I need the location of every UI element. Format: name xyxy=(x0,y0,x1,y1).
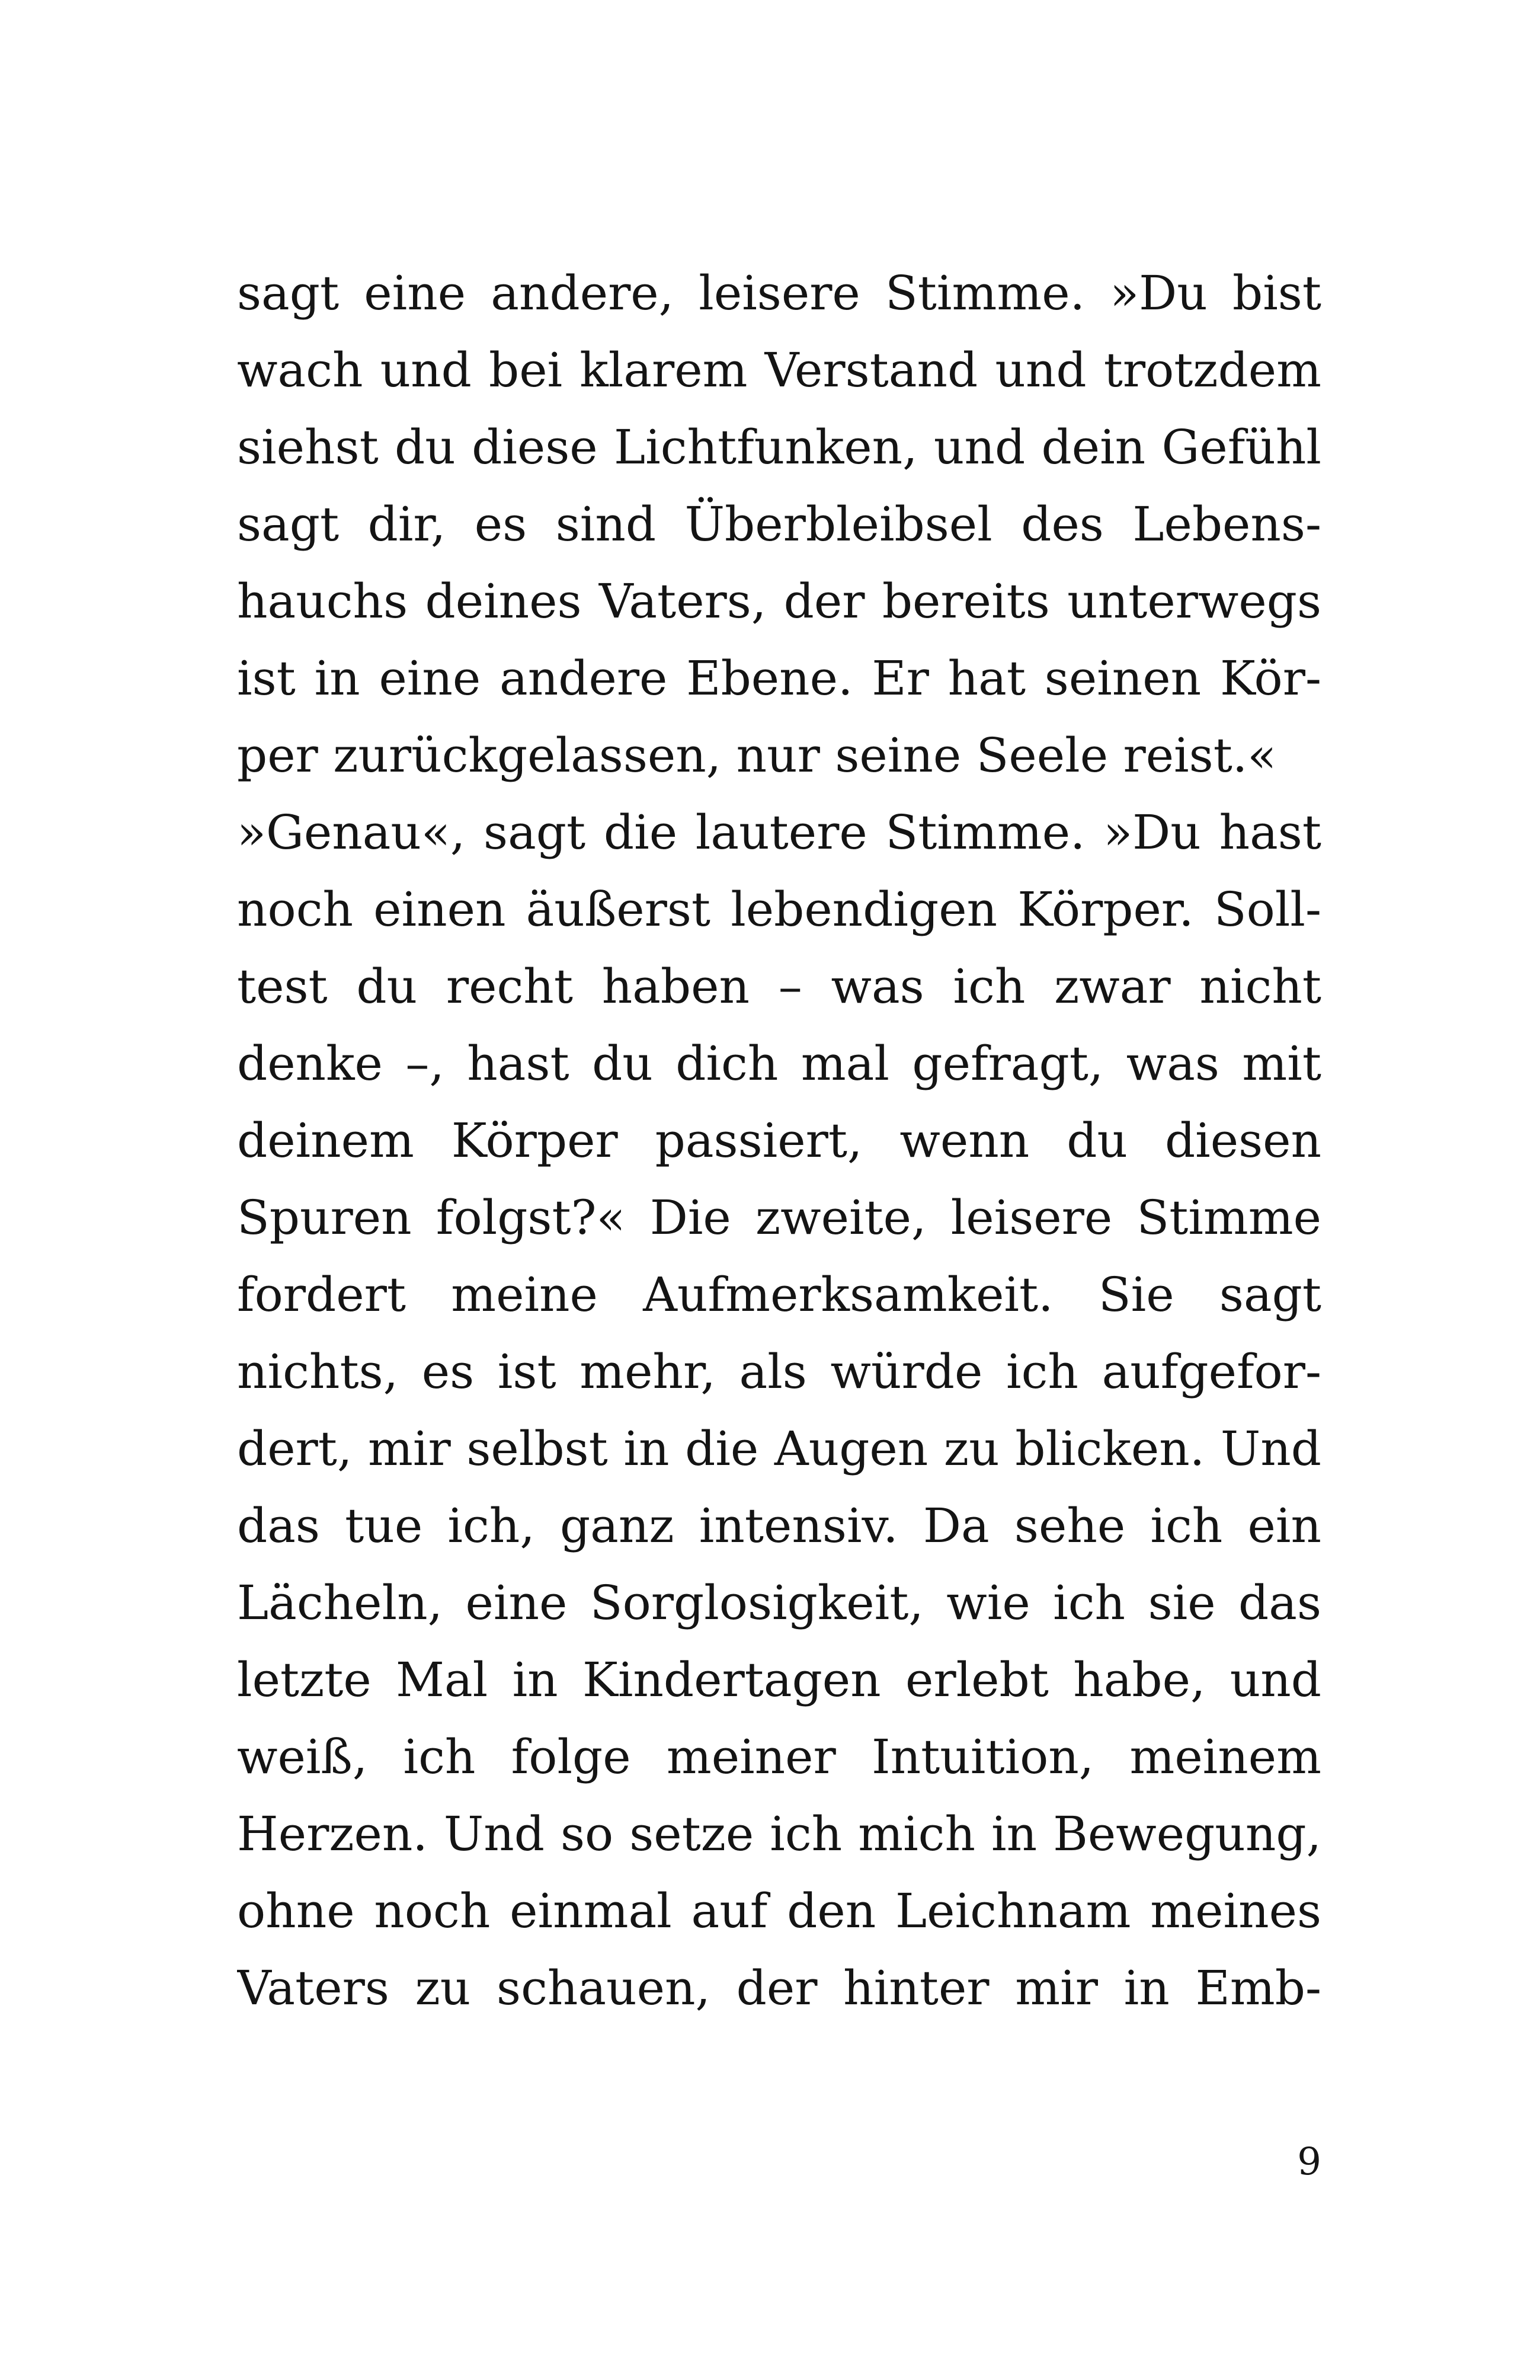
text-line: Lächeln, eine Sorglosigkeit, wie ich sie das xyxy=(237,1575,1321,1630)
text-line: deinem Körper passiert, wenn du diesen xyxy=(237,1113,1321,1168)
text-line: noch einen äußerst lebendigen Körper. Soll- xyxy=(237,882,1321,937)
text-line: sagt dir, es sind Überbleibsel des Lebens- xyxy=(237,497,1321,552)
text-line: denke –, hast du dich mal gefragt, was mit xyxy=(237,1036,1321,1091)
text-line: test du recht haben – was ich zwar nicht xyxy=(237,959,1321,1014)
text-line: hauchs deines Vaters, der bereits unterwegs xyxy=(237,574,1321,629)
text-line: nichts, es ist mehr, als würde ich aufgefor- xyxy=(237,1344,1321,1399)
text-line: per zurückgelassen, nur seine Seele reist.« xyxy=(237,728,1277,783)
text-line: Vaters zu schauen, der hinter mir in Emb- xyxy=(237,1960,1321,2016)
text-line: weiß, ich folge meiner Intuition, meinem xyxy=(237,1729,1321,1784)
text-line: ohne noch einmal auf den Leichnam meines xyxy=(237,1883,1321,1938)
text-line: das tue ich, ganz intensiv. Da sehe ich ein xyxy=(237,1498,1321,1553)
text-line: siehst du diese Lichtfunken, und dein Gefühl xyxy=(237,420,1321,475)
text-line: ist in eine andere Ebene. Er hat seinen Kör- xyxy=(237,651,1321,706)
text-line: Herzen. Und so setze ich mich in Bewegung, xyxy=(237,1806,1321,1861)
text-line: letzte Mal in Kindertagen erlebt habe, und xyxy=(237,1652,1321,1707)
page-number: 9 xyxy=(1297,2140,1321,2184)
text-line: wach und bei klarem Verstand und trotzdem xyxy=(237,343,1321,398)
text-line: dert, mir selbst in die Augen zu blicken. Und xyxy=(237,1421,1321,1476)
text-line: sagt eine andere, leisere Stimme. »Du bist xyxy=(237,265,1321,321)
text-line: Spuren folgst?« Die zweite, leisere Stimme xyxy=(237,1190,1321,1245)
text-line: »Genau«, sagt die lautere Stimme. »Du hast xyxy=(237,805,1321,860)
body-text xyxy=(237,255,1321,2027)
text-line: fordert meine Aufmerksamkeit. Sie sagt xyxy=(237,1267,1321,1322)
